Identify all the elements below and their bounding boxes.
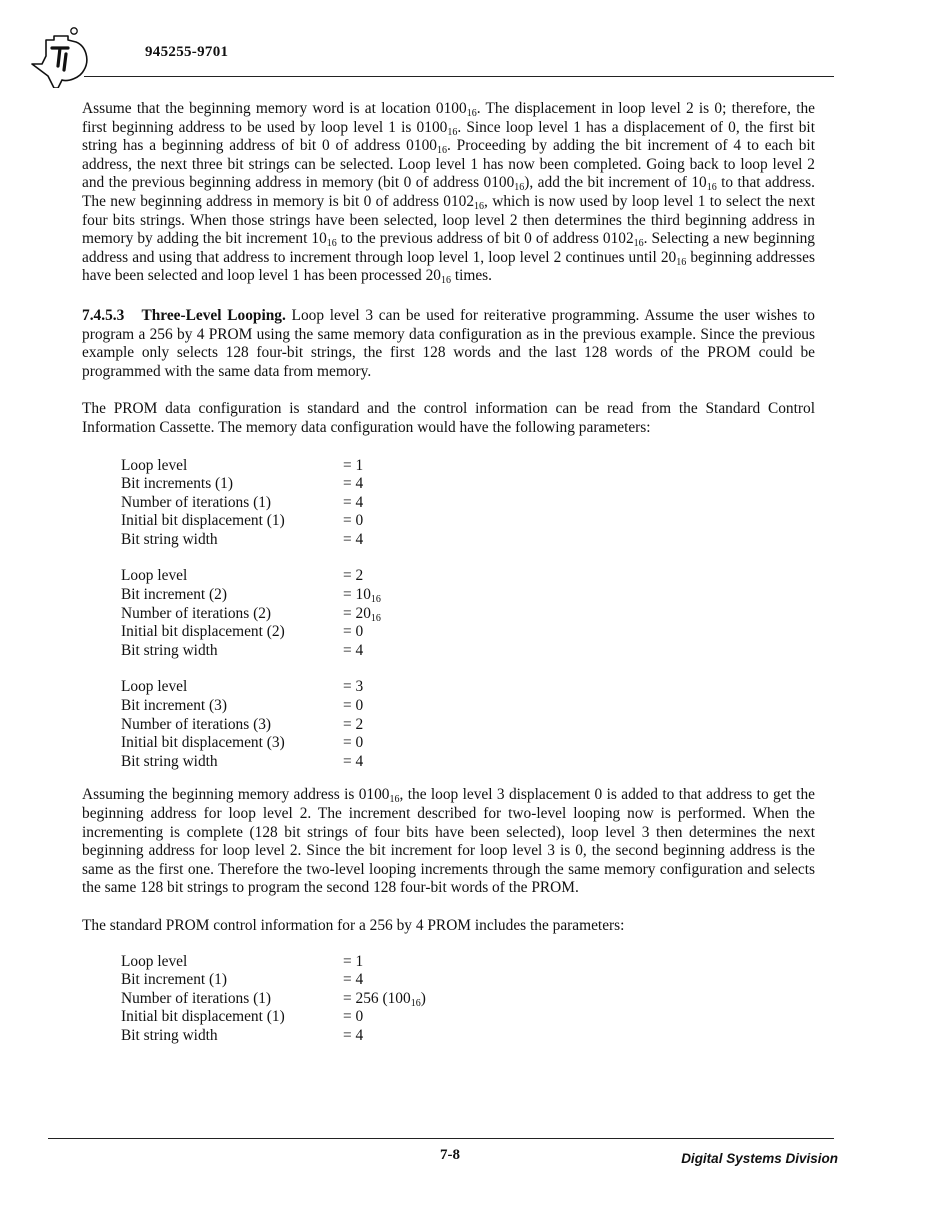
parameter-label: Number of iterations (3) [121, 715, 272, 733]
subscript: 16 [436, 145, 447, 157]
paragraph [82, 307, 815, 381]
parameter-value: = 2 [343, 567, 364, 585]
parameter-value: = 4 [343, 475, 364, 493]
parameter-value: = 0 [343, 512, 364, 530]
paragraph: The PROM data configuration is standard and the control information can be read from the Standard Control Information Cassette. The memory data configuration would have the following parameters: [82, 400, 815, 436]
parameter-list [121, 953, 815, 1046]
parameter-value: = 4 [343, 530, 364, 548]
parameter-label: Bit string width [121, 1026, 218, 1044]
parameter-row [121, 512, 815, 531]
subscript: 16 [466, 108, 477, 119]
subscript: 16 [706, 182, 717, 194]
parameter-value: = 0 [343, 697, 364, 715]
parameter-value: = 0 [343, 1008, 364, 1026]
parameter-value: = 4 [343, 971, 364, 989]
parameter-row [121, 623, 815, 642]
parameter-label: Bit string width [121, 752, 218, 770]
parameter-label: Number of iterations (1) [121, 493, 272, 511]
paragraph: Assume that the beginning memory word is at location $0100_{16}$. The displacement in loop level 2 is 0; therefore, the first beginning address to be used by loop level 1 is $0100_{16}$. Since loop level 1 has a displacement of 0, the first bit string has a beginning address of bit 0 of address $0100_{16}$. Proceeding by adding the bit increment of 4 to each bit address, the next three bit strings can be selected. Loop level 1 has now been completed. Going back to loop level 2 and the previous beginning address in memory (bit 0 of address $0100_{16}$), add the bit increment of $10_{16}$ to that address. The new beginning address in memory is bit 0 of address $0102_{16}$, which is now used by loop level 1 to select the next four bits strings. When those strings have been selected, loop level 2 then determines the third beginning address in memory by adding the bit increment $10_{16}$ to the previous address of bit 0 of address $0102_{16}$. Selecting a new beginning address and using that address to increment through loop level 1, loop level 2 continues until $20_{16}$ beginning addresses have been selected and loop level 1 has been processed $20_{16}$ times. [82, 100, 815, 287]
parameter-row [121, 1027, 815, 1046]
parameter-label: Number of iterations (1) [121, 989, 272, 1007]
section-number: 7.4.5.3 [82, 306, 125, 324]
parameter-value: = 3 [343, 678, 364, 696]
group-spacer [121, 549, 815, 567]
parameter-label: Loop level [121, 678, 188, 696]
header-rule [84, 76, 834, 77]
parameter-value: = 2 [343, 715, 364, 733]
parameter-row [121, 678, 815, 697]
parameter-value: = 256 $(100_{16})$ [343, 989, 426, 1009]
subscript: 16 [389, 794, 400, 806]
parameter-row [121, 990, 815, 1009]
parameter-row [121, 971, 815, 990]
parameter-label: Bit increment (2) [121, 586, 227, 604]
subscript: 16 [447, 126, 458, 138]
parameter-label: Number of iterations (2) [121, 604, 272, 622]
parameter-label: Bit increment (1) [121, 971, 227, 989]
parameter-label: Initial bit displacement (3) [121, 734, 285, 752]
parameter-row [121, 697, 815, 716]
parameter-row [121, 531, 815, 550]
subscript: 16 [440, 275, 451, 287]
parameter-value: = 4 [343, 641, 364, 659]
parameter-value: = 4 [343, 493, 364, 511]
parameter-row [121, 605, 815, 624]
parameter-value: = 0 [343, 623, 364, 641]
parameter-value: = $10_{16}$ [343, 586, 381, 606]
parameter-label: Loop level [121, 456, 188, 474]
document-number: 945255-9701 [145, 44, 229, 60]
subscript: 16 [326, 238, 337, 250]
parameter-value: = 4 [343, 752, 364, 770]
parameter-row [121, 567, 815, 586]
parameter-row [121, 494, 815, 513]
division-name: Digital Systems Division [681, 1151, 838, 1166]
subscript: 16 [474, 200, 485, 212]
parameter-label: Initial bit displacement (1) [121, 512, 285, 530]
parameter-row [121, 753, 815, 772]
subscript: 16 [370, 612, 381, 624]
subscript: 16 [676, 256, 687, 268]
page-body [82, 100, 815, 1046]
subscript: 16 [370, 594, 381, 606]
parameter-value: = 1 [343, 456, 364, 474]
parameter-list [121, 457, 815, 772]
paragraph-text: Loop level 3 can be used for reiterative programming. Assume the user wishes to program a 256 by 4 PROM using the same memory data configuration as in the previous example. Since the previous example only selects 128 four-bit strings, the first 128 words and the last 128 words of the PROM could be programmed with the same data from memory. [82, 306, 815, 380]
parameter-label: Bit increment (3) [121, 697, 227, 715]
subscript: 16 [410, 997, 421, 1009]
parameter-label: Bit string width [121, 641, 218, 659]
parameter-value: = 4 [343, 1026, 364, 1044]
parameter-row [121, 457, 815, 476]
footer-rule [48, 1138, 834, 1139]
ti-logo-icon [28, 26, 90, 88]
parameter-row [121, 475, 815, 494]
parameter-row [121, 1008, 815, 1027]
parameter-row [121, 953, 815, 972]
parameter-value: = 1 [343, 952, 364, 970]
parameter-label: Loop level [121, 952, 188, 970]
parameter-row [121, 716, 815, 735]
parameter-value: = $20_{16}$ [343, 604, 381, 624]
page-number: 7-8 [440, 1147, 460, 1163]
paragraph: Assuming the beginning memory address is $0100_{16}$, the loop level 3 displacement 0 is added to that address to get the beginning address for loop level 2. The increment described for two-level looping now is performed. When the incrementing is complete (128 bit strings of four bits have been selected), loop level 3 then determines the next beginning address for loop level 2. Since the bit increment for loop level 3 is 0, the second beginning address is the same as the first one. Therefore the two-level looping increments through the same memory configuration and selects the same 128 bit strings to program the second 128 four-bit words of the PROM. [82, 786, 815, 897]
paragraph: The standard PROM control information for a 256 by 4 PROM includes the parameters: [82, 916, 625, 934]
parameter-value: = 0 [343, 734, 364, 752]
parameter-row [121, 734, 815, 753]
parameter-label: Loop level [121, 567, 188, 585]
parameter-label: Initial bit displacement (1) [121, 1008, 285, 1026]
subscript: 16 [633, 238, 644, 250]
group-spacer [121, 660, 815, 678]
subscript: 16 [514, 182, 525, 194]
parameter-row [121, 642, 815, 661]
parameter-row [121, 586, 815, 605]
parameter-label: Bit string width [121, 530, 218, 548]
section-title: Three-Level Looping. [141, 306, 286, 324]
parameter-label: Initial bit displacement (2) [121, 623, 285, 641]
parameter-label: Bit increments (1) [121, 475, 233, 493]
